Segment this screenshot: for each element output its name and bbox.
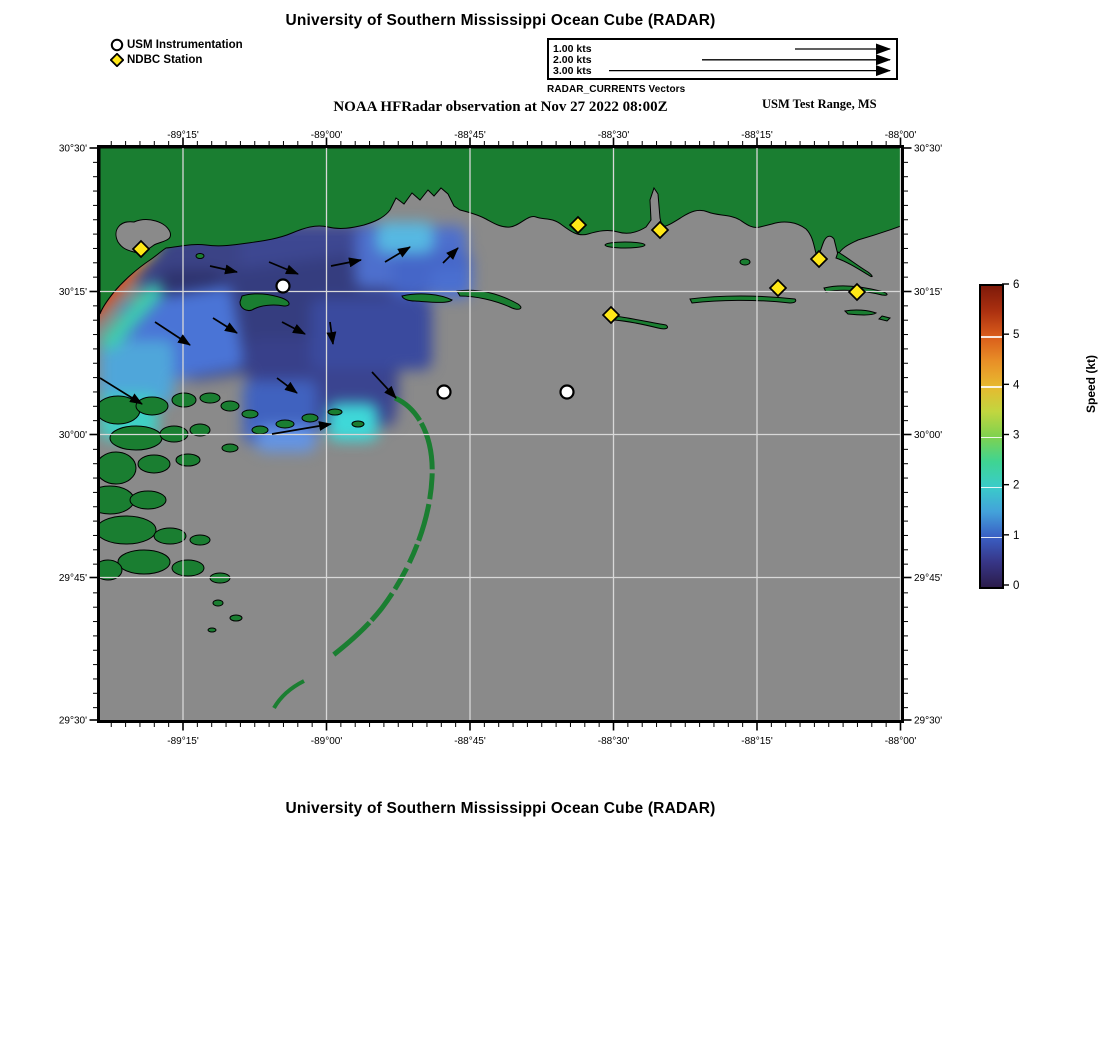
colorbar-tick-label: 4 bbox=[1013, 379, 1020, 392]
lon-label-bottom: -89°15' bbox=[167, 736, 199, 747]
land-shapes bbox=[100, 148, 901, 708]
current-vector bbox=[155, 322, 190, 345]
lon-label-top: -89°00' bbox=[310, 130, 343, 141]
colorbar-division bbox=[981, 386, 1002, 388]
lon-label-top: -88°00' bbox=[884, 130, 917, 141]
current-vector bbox=[372, 372, 396, 398]
colorbar-division bbox=[981, 437, 1002, 439]
marsh-islet bbox=[200, 393, 220, 403]
vector-scale-caption: RADAR_CURRENTS Vectors bbox=[547, 84, 686, 95]
map-legend bbox=[110, 37, 243, 67]
marsh-islet bbox=[100, 486, 134, 514]
marsh-islet bbox=[110, 426, 162, 450]
vector-scale-3kt-label: 3.00 kts bbox=[553, 65, 592, 77]
test-range-label: USM Test Range, MS bbox=[762, 97, 877, 111]
lat-label-right: 29°30' bbox=[914, 715, 943, 727]
marsh-islet bbox=[100, 452, 136, 484]
lat-label-right: 30°15' bbox=[914, 287, 943, 298]
current-vector bbox=[269, 262, 298, 274]
lon-label-bottom: -88°00' bbox=[884, 736, 917, 747]
marsh-islet bbox=[172, 393, 196, 407]
colorbar-tick-label: 0 bbox=[1013, 580, 1020, 592]
ndbc-station-marker[interactable] bbox=[811, 251, 827, 267]
lon-label-bottom: -88°15' bbox=[741, 736, 773, 747]
colorbar-tick-label: 6 bbox=[1013, 279, 1020, 291]
colorbar-tick-label: 3 bbox=[1013, 429, 1020, 442]
coast-islet bbox=[196, 254, 204, 259]
marsh-islet bbox=[230, 615, 242, 621]
marsh-islet bbox=[138, 455, 170, 473]
vector-scale-1kt-label: 1.00 kts bbox=[553, 43, 592, 55]
marsh-islet bbox=[276, 420, 294, 428]
vector-scale-box bbox=[547, 38, 898, 80]
lat-label-left: 29°45' bbox=[58, 573, 87, 584]
page-title: University of Southern Mississippi Ocean Cube (RADAR) bbox=[285, 12, 716, 29]
lon-label-top: -88°15' bbox=[741, 130, 773, 141]
lon-label-top: -88°45' bbox=[454, 130, 486, 141]
deer-island bbox=[605, 242, 645, 248]
ndbc-diamond-icon bbox=[110, 53, 124, 67]
marsh-islet bbox=[100, 516, 156, 544]
marsh-islet bbox=[222, 444, 238, 452]
marsh-islet bbox=[118, 550, 170, 574]
lon-label-bottom: -88°30' bbox=[597, 736, 630, 747]
legend-label-ndbc: NDBC Station bbox=[127, 53, 203, 66]
colorbar-division bbox=[981, 336, 1002, 338]
page-footer-title: University of Southern Mississippi Ocean Cube (RADAR) bbox=[285, 800, 716, 817]
usm-station-marker[interactable] bbox=[561, 386, 574, 399]
colorbar-tick-label: 1 bbox=[1013, 529, 1020, 542]
colorbar-division bbox=[981, 487, 1002, 489]
current-vector bbox=[210, 266, 237, 272]
map-canvas[interactable] bbox=[100, 148, 901, 720]
lat-label-left: 30°15' bbox=[58, 287, 87, 298]
colorbar-tick-label: 2 bbox=[1013, 479, 1020, 492]
marsh-islet bbox=[221, 401, 239, 411]
lat-label-left: 30°30' bbox=[58, 143, 87, 155]
coastline-layer bbox=[100, 148, 901, 720]
marsh-islet bbox=[172, 560, 204, 576]
colorbar-division bbox=[981, 537, 1002, 539]
observation-subtitle: NOAA HFRadar observation at Nov 27 2022 08:00Z bbox=[333, 99, 668, 115]
lon-label-top: -89°15' bbox=[167, 130, 199, 141]
ndbc-station-marker[interactable] bbox=[770, 280, 786, 296]
usm-circle-icon bbox=[110, 38, 124, 52]
marsh-islet bbox=[328, 409, 342, 415]
marsh-islet bbox=[252, 426, 268, 434]
marsh-islet bbox=[130, 491, 166, 509]
ship-island-west bbox=[402, 294, 452, 302]
ship-island-east bbox=[457, 290, 521, 309]
marsh-islands bbox=[100, 393, 364, 632]
biloxi-chain-island bbox=[614, 316, 668, 329]
vector-scale-arrows bbox=[549, 40, 896, 78]
marsh-islet bbox=[213, 600, 223, 606]
lat-label-right: 30°00' bbox=[914, 430, 943, 441]
colorbar-tick-label: 5 bbox=[1013, 329, 1020, 342]
marsh-islet bbox=[176, 454, 200, 466]
speed-colorbar bbox=[979, 284, 1004, 589]
lat-label-right: 29°45' bbox=[914, 573, 943, 584]
chandeleur-islands bbox=[332, 398, 432, 656]
fort-morgan-spit bbox=[836, 252, 872, 277]
lon-label-bottom: -88°45' bbox=[454, 736, 486, 747]
legend-row-usm bbox=[110, 37, 243, 52]
usm-station-marker[interactable] bbox=[438, 386, 451, 399]
lon-label-top: -88°30' bbox=[597, 130, 630, 141]
current-vector bbox=[213, 318, 237, 333]
vector-scale-2kt-label: 2.00 kts bbox=[553, 54, 592, 66]
marsh-islet bbox=[208, 628, 216, 632]
current-vector bbox=[385, 247, 410, 262]
current-vector bbox=[282, 322, 305, 334]
usm-station-marker[interactable] bbox=[277, 280, 290, 293]
round-island bbox=[740, 259, 750, 265]
legend-label-usm: USM Instrumentation bbox=[127, 38, 243, 51]
lon-label-bottom: -89°00' bbox=[310, 736, 343, 747]
marsh-islet bbox=[100, 396, 140, 424]
marsh-islet bbox=[136, 397, 168, 415]
marsh-islet bbox=[352, 421, 364, 427]
marsh-islet bbox=[242, 410, 258, 418]
chandeleur-south-arc bbox=[274, 681, 304, 708]
lat-label-right: 30°30' bbox=[914, 143, 943, 155]
current-vector bbox=[331, 260, 361, 266]
marsh-islet bbox=[302, 414, 318, 422]
current-vector bbox=[443, 248, 458, 263]
cat-island bbox=[240, 294, 289, 311]
current-vector bbox=[277, 378, 297, 393]
colorbar-axis-label: Speed (kt) bbox=[1084, 355, 1098, 414]
marsh-islet bbox=[190, 535, 210, 545]
lat-label-left: 30°00' bbox=[58, 430, 87, 441]
marsh-islet bbox=[154, 528, 186, 544]
horn-island bbox=[690, 296, 796, 303]
lat-label-left: 29°30' bbox=[58, 715, 87, 727]
legend-row-ndbc bbox=[110, 52, 243, 67]
dauphin-bits bbox=[845, 310, 890, 321]
current-vector bbox=[330, 322, 333, 344]
